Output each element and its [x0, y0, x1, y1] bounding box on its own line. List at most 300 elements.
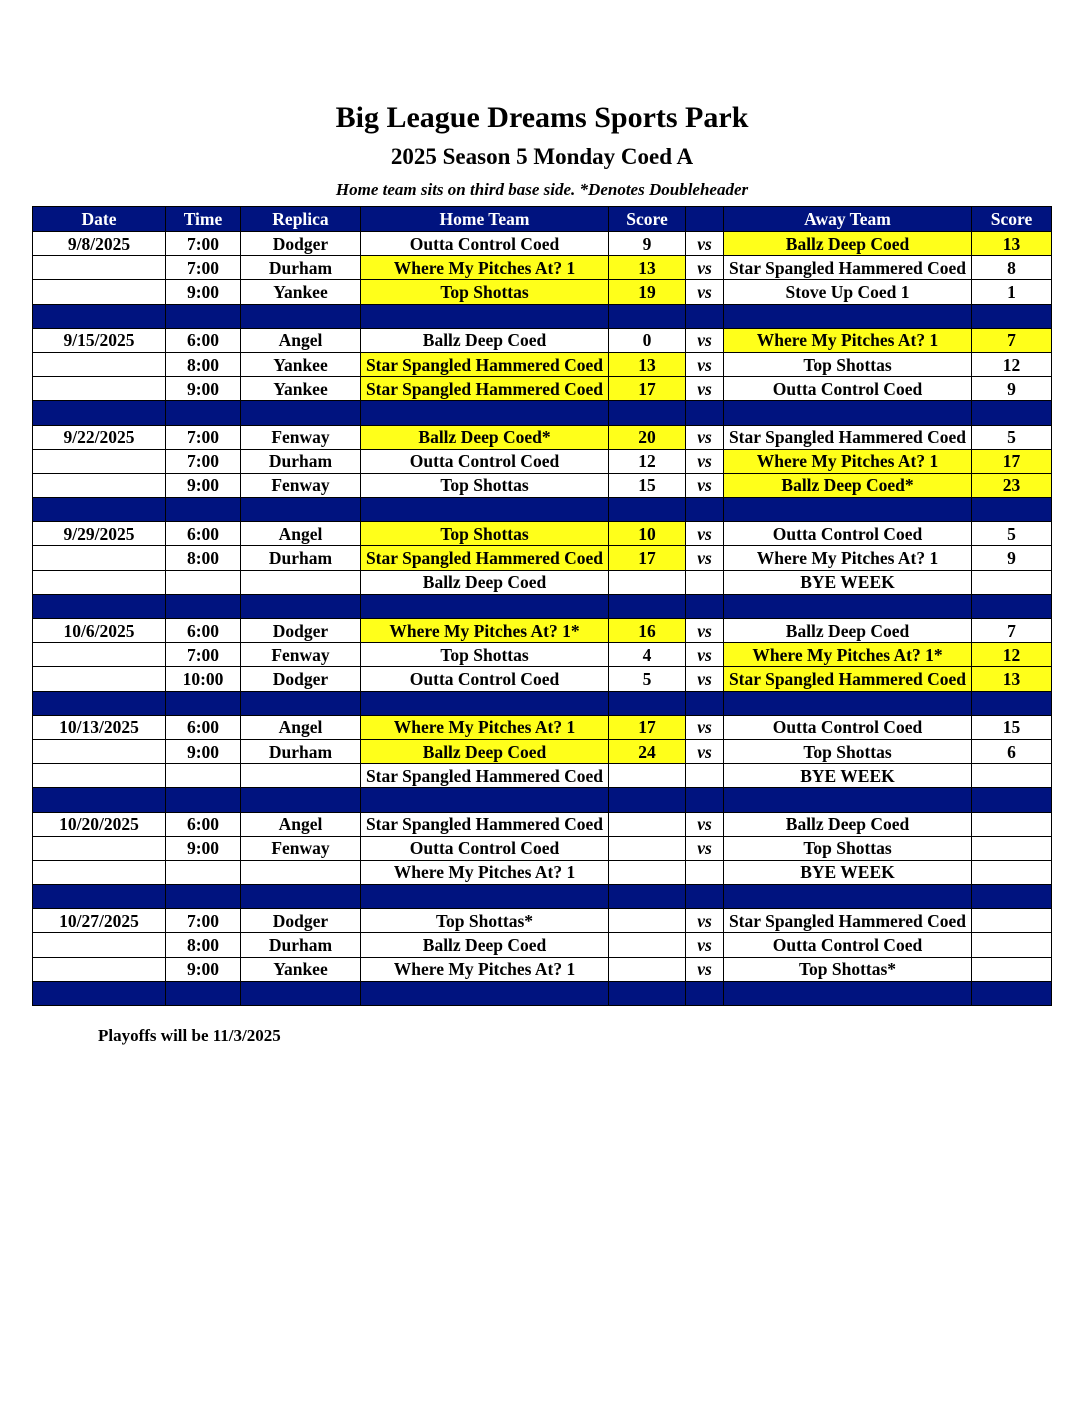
home-team-cell: Outta Control Coed [361, 449, 609, 473]
home-team-cell: Top Shottas [361, 473, 609, 497]
game-row [33, 377, 1052, 401]
separator-cell [33, 304, 166, 328]
away-score-cell: 5 [972, 425, 1052, 449]
home-score-cell [609, 860, 686, 884]
separator-cell [241, 691, 361, 715]
home-team-cell: Where My Pitches At? 1 [361, 860, 609, 884]
game-row [33, 764, 1052, 788]
date-cell [33, 449, 166, 473]
vs-cell: vs [686, 280, 724, 304]
home-score-cell: 9 [609, 232, 686, 256]
time-cell: 8:00 [166, 933, 241, 957]
game-row [33, 546, 1052, 570]
date-cell [33, 570, 166, 594]
vs-cell: vs [686, 909, 724, 933]
home-score-cell: 12 [609, 449, 686, 473]
separator-cell [33, 885, 166, 909]
game-row [33, 328, 1052, 352]
game-row [33, 256, 1052, 280]
separator-cell [972, 401, 1052, 425]
home-score-cell: 19 [609, 280, 686, 304]
game-row [33, 570, 1052, 594]
away-team-cell: Where My Pitches At? 1* [724, 643, 972, 667]
replica-cell: Dodger [241, 232, 361, 256]
away-team-cell: Where My Pitches At? 1 [724, 449, 972, 473]
game-row [33, 860, 1052, 884]
home-score-cell [609, 764, 686, 788]
home-team-cell: Ballz Deep Coed [361, 933, 609, 957]
week-separator-row [33, 498, 1052, 522]
game-row [33, 619, 1052, 643]
away-score-cell: 9 [972, 377, 1052, 401]
home-team-cell: Star Spangled Hammered Coed [361, 352, 609, 376]
separator-cell [609, 594, 686, 618]
separator-cell [724, 981, 972, 1005]
vs-cell: vs [686, 933, 724, 957]
separator-cell [609, 788, 686, 812]
separator-cell [361, 885, 609, 909]
replica-cell: Angel [241, 328, 361, 352]
home-team-cell: Star Spangled Hammered Coed [361, 377, 609, 401]
away-team-cell: Ballz Deep Coed [724, 232, 972, 256]
time-cell: 6:00 [166, 328, 241, 352]
vs-cell [686, 860, 724, 884]
week-separator-row [33, 981, 1052, 1005]
time-cell: 9:00 [166, 473, 241, 497]
game-row [33, 812, 1052, 836]
away-team-cell: Top Shottas [724, 739, 972, 763]
game-row [33, 715, 1052, 739]
separator-cell [972, 885, 1052, 909]
week-separator-row [33, 594, 1052, 618]
vs-cell: vs [686, 619, 724, 643]
away-score-cell [972, 812, 1052, 836]
schedule-header-row [33, 207, 1052, 232]
away-score-cell [972, 933, 1052, 957]
date-cell: 10/20/2025 [33, 812, 166, 836]
separator-cell [361, 788, 609, 812]
away-team-cell: Top Shottas [724, 352, 972, 376]
vs-cell: vs [686, 739, 724, 763]
home-team-cell: Ballz Deep Coed [361, 739, 609, 763]
replica-cell [241, 764, 361, 788]
column-header-vs [686, 207, 724, 232]
game-row [33, 739, 1052, 763]
home-team-cell: Top Shottas [361, 643, 609, 667]
page-title: Big League Dreams Sports Park [335, 101, 749, 134]
replica-cell: Yankee [241, 280, 361, 304]
away-score-cell: 13 [972, 667, 1052, 691]
separator-cell [686, 885, 724, 909]
away-team-cell: Stove Up Coed 1 [724, 280, 972, 304]
game-row [33, 232, 1052, 256]
game-row [33, 909, 1052, 933]
replica-cell: Dodger [241, 909, 361, 933]
vs-cell [686, 570, 724, 594]
home-team-cell: Ballz Deep Coed* [361, 425, 609, 449]
away-score-cell: 17 [972, 449, 1052, 473]
replica-cell: Yankee [241, 352, 361, 376]
date-cell: 9/22/2025 [33, 425, 166, 449]
vs-cell: vs [686, 352, 724, 376]
separator-cell [33, 981, 166, 1005]
home-score-cell [609, 570, 686, 594]
away-score-cell: 13 [972, 232, 1052, 256]
separator-cell [166, 788, 241, 812]
separator-cell [361, 401, 609, 425]
away-team-cell: Top Shottas [724, 836, 972, 860]
time-cell: 9:00 [166, 836, 241, 860]
vs-cell: vs [686, 522, 724, 546]
date-cell [33, 933, 166, 957]
date-cell [33, 957, 166, 981]
time-cell: 7:00 [166, 449, 241, 473]
home-score-cell [609, 836, 686, 860]
away-team-cell: Outta Control Coed [724, 933, 972, 957]
away-score-cell: 6 [972, 739, 1052, 763]
separator-cell [33, 401, 166, 425]
away-team-cell: Ballz Deep Coed* [724, 473, 972, 497]
home-score-cell: 10 [609, 522, 686, 546]
game-row [33, 352, 1052, 376]
home-score-cell: 20 [609, 425, 686, 449]
vs-cell: vs [686, 643, 724, 667]
date-cell [33, 836, 166, 860]
date-cell [33, 280, 166, 304]
separator-cell [241, 788, 361, 812]
away-team-cell: Outta Control Coed [724, 522, 972, 546]
schedule-note: Home team sits on third base side. *Denotes Doubleheader [335, 180, 749, 199]
separator-cell [724, 304, 972, 328]
home-score-cell: 5 [609, 667, 686, 691]
separator-cell [361, 304, 609, 328]
separator-cell [361, 691, 609, 715]
date-cell [33, 860, 166, 884]
away-team-cell: Where My Pitches At? 1 [724, 328, 972, 352]
home-score-cell: 15 [609, 473, 686, 497]
game-row [33, 667, 1052, 691]
separator-cell [609, 981, 686, 1005]
separator-cell [609, 304, 686, 328]
away-score-cell [972, 909, 1052, 933]
away-team-cell: Outta Control Coed [724, 377, 972, 401]
separator-cell [166, 401, 241, 425]
separator-cell [972, 691, 1052, 715]
separator-cell [609, 691, 686, 715]
time-cell: 7:00 [166, 909, 241, 933]
separator-cell [33, 594, 166, 618]
away-team-cell: Star Spangled Hammered Coed [724, 909, 972, 933]
vs-cell: vs [686, 957, 724, 981]
time-cell: 8:00 [166, 546, 241, 570]
column-header-date: Date [33, 207, 166, 232]
date-cell [33, 352, 166, 376]
away-team-cell: Outta Control Coed [724, 715, 972, 739]
page-subtitle: 2025 Season 5 Monday Coed A [390, 144, 694, 169]
game-row [33, 522, 1052, 546]
time-cell: 6:00 [166, 715, 241, 739]
away-team-cell: BYE WEEK [724, 570, 972, 594]
replica-cell: Fenway [241, 425, 361, 449]
date-cell: 10/13/2025 [33, 715, 166, 739]
game-row [33, 957, 1052, 981]
home-score-cell [609, 909, 686, 933]
vs-cell: vs [686, 715, 724, 739]
time-cell [166, 860, 241, 884]
separator-cell [724, 401, 972, 425]
home-team-cell: Star Spangled Hammered Coed [361, 764, 609, 788]
separator-cell [166, 304, 241, 328]
column-header-home-team: Home Team [361, 207, 609, 232]
separator-cell [361, 981, 609, 1005]
game-row [33, 425, 1052, 449]
replica-cell: Durham [241, 449, 361, 473]
home-team-cell: Where My Pitches At? 1 [361, 256, 609, 280]
away-score-cell: 7 [972, 619, 1052, 643]
time-cell: 9:00 [166, 739, 241, 763]
game-row [33, 280, 1052, 304]
away-score-cell: 12 [972, 352, 1052, 376]
home-score-cell: 17 [609, 377, 686, 401]
week-separator-row [33, 401, 1052, 425]
home-team-cell: Where My Pitches At? 1* [361, 619, 609, 643]
replica-cell: Angel [241, 812, 361, 836]
separator-cell [686, 594, 724, 618]
date-cell [33, 377, 166, 401]
away-score-cell [972, 570, 1052, 594]
separator-cell [972, 304, 1052, 328]
replica-cell: Fenway [241, 643, 361, 667]
time-cell: 6:00 [166, 812, 241, 836]
date-cell [33, 739, 166, 763]
time-cell: 6:00 [166, 619, 241, 643]
away-score-cell: 15 [972, 715, 1052, 739]
home-score-cell [609, 957, 686, 981]
away-score-cell: 9 [972, 546, 1052, 570]
time-cell: 9:00 [166, 377, 241, 401]
separator-cell [166, 691, 241, 715]
home-score-cell [609, 812, 686, 836]
column-header-home-score: Score [609, 207, 686, 232]
column-header-replica: Replica [241, 207, 361, 232]
separator-cell [241, 304, 361, 328]
vs-cell: vs [686, 256, 724, 280]
date-cell [33, 667, 166, 691]
away-team-cell: Star Spangled Hammered Coed [724, 256, 972, 280]
separator-cell [33, 788, 166, 812]
home-team-cell: Top Shottas [361, 522, 609, 546]
home-score-cell: 4 [609, 643, 686, 667]
separator-cell [686, 498, 724, 522]
column-header-away-score: Score [972, 207, 1052, 232]
separator-cell [166, 885, 241, 909]
date-cell: 9/29/2025 [33, 522, 166, 546]
vs-cell: vs [686, 546, 724, 570]
separator-cell [241, 498, 361, 522]
away-score-cell: 5 [972, 522, 1052, 546]
separator-cell [686, 304, 724, 328]
separator-cell [686, 401, 724, 425]
separator-cell [33, 691, 166, 715]
separator-cell [724, 788, 972, 812]
vs-cell: vs [686, 836, 724, 860]
replica-cell [241, 570, 361, 594]
away-score-cell: 8 [972, 256, 1052, 280]
home-team-cell: Ballz Deep Coed [361, 570, 609, 594]
date-cell: 10/27/2025 [33, 909, 166, 933]
time-cell: 7:00 [166, 256, 241, 280]
separator-cell [972, 981, 1052, 1005]
separator-cell [972, 498, 1052, 522]
replica-cell: Dodger [241, 667, 361, 691]
playoffs-note: Playoffs will be 11/3/2025 [98, 1026, 281, 1045]
away-score-cell [972, 860, 1052, 884]
separator-cell [166, 498, 241, 522]
time-cell: 9:00 [166, 280, 241, 304]
time-cell: 8:00 [166, 352, 241, 376]
away-score-cell [972, 836, 1052, 860]
replica-cell: Durham [241, 739, 361, 763]
time-cell: 9:00 [166, 957, 241, 981]
away-team-cell: Star Spangled Hammered Coed [724, 425, 972, 449]
separator-cell [33, 498, 166, 522]
replica-cell: Fenway [241, 473, 361, 497]
time-cell [166, 570, 241, 594]
away-score-cell: 7 [972, 328, 1052, 352]
away-team-cell: BYE WEEK [724, 860, 972, 884]
separator-cell [609, 885, 686, 909]
vs-cell: vs [686, 667, 724, 691]
away-score-cell: 1 [972, 280, 1052, 304]
vs-cell: vs [686, 232, 724, 256]
vs-cell: vs [686, 449, 724, 473]
date-cell [33, 764, 166, 788]
away-score-cell [972, 764, 1052, 788]
home-score-cell: 17 [609, 715, 686, 739]
away-team-cell: Ballz Deep Coed [724, 812, 972, 836]
home-score-cell: 24 [609, 739, 686, 763]
vs-cell: vs [686, 425, 724, 449]
home-team-cell: Outta Control Coed [361, 232, 609, 256]
date-cell: 9/15/2025 [33, 328, 166, 352]
vs-cell: vs [686, 377, 724, 401]
separator-cell [724, 691, 972, 715]
separator-cell [166, 594, 241, 618]
week-separator-row [33, 885, 1052, 909]
date-cell [33, 473, 166, 497]
separator-cell [972, 594, 1052, 618]
game-row [33, 933, 1052, 957]
away-team-cell: Ballz Deep Coed [724, 619, 972, 643]
separator-cell [166, 981, 241, 1005]
vs-cell [686, 764, 724, 788]
game-row [33, 643, 1052, 667]
home-team-cell: Where My Pitches At? 1 [361, 957, 609, 981]
home-score-cell: 16 [609, 619, 686, 643]
home-score-cell: 17 [609, 546, 686, 570]
replica-cell [241, 860, 361, 884]
date-cell [33, 643, 166, 667]
schedule-body [33, 232, 1052, 1006]
separator-cell [724, 498, 972, 522]
date-cell: 10/6/2025 [33, 619, 166, 643]
game-row [33, 473, 1052, 497]
home-score-cell [609, 933, 686, 957]
away-team-cell: Where My Pitches At? 1 [724, 546, 972, 570]
separator-cell [241, 981, 361, 1005]
replica-cell: Angel [241, 522, 361, 546]
vs-cell: vs [686, 812, 724, 836]
separator-cell [686, 788, 724, 812]
replica-cell: Angel [241, 715, 361, 739]
away-score-cell: 12 [972, 643, 1052, 667]
separator-cell [609, 498, 686, 522]
replica-cell: Durham [241, 256, 361, 280]
separator-cell [724, 594, 972, 618]
time-cell [166, 764, 241, 788]
home-score-cell: 13 [609, 256, 686, 280]
game-row [33, 449, 1052, 473]
separator-cell [361, 498, 609, 522]
vs-cell: vs [686, 473, 724, 497]
home-team-cell: Where My Pitches At? 1 [361, 715, 609, 739]
date-cell [33, 256, 166, 280]
time-cell: 6:00 [166, 522, 241, 546]
separator-cell [686, 981, 724, 1005]
replica-cell: Dodger [241, 619, 361, 643]
home-team-cell: Ballz Deep Coed [361, 328, 609, 352]
separator-cell [361, 594, 609, 618]
separator-cell [972, 788, 1052, 812]
schedule-table [32, 206, 1052, 1006]
home-team-cell: Star Spangled Hammered Coed [361, 812, 609, 836]
column-header-time: Time [166, 207, 241, 232]
replica-cell: Yankee [241, 377, 361, 401]
away-team-cell: Top Shottas* [724, 957, 972, 981]
time-cell: 7:00 [166, 425, 241, 449]
away-score-cell: 23 [972, 473, 1052, 497]
time-cell: 7:00 [166, 643, 241, 667]
vs-cell: vs [686, 328, 724, 352]
separator-cell [724, 885, 972, 909]
home-team-cell: Star Spangled Hammered Coed [361, 546, 609, 570]
date-cell [33, 546, 166, 570]
date-cell: 9/8/2025 [33, 232, 166, 256]
replica-cell: Durham [241, 546, 361, 570]
home-team-cell: Top Shottas [361, 280, 609, 304]
time-cell: 10:00 [166, 667, 241, 691]
separator-cell [241, 594, 361, 618]
away-team-cell: Star Spangled Hammered Coed [724, 667, 972, 691]
replica-cell: Yankee [241, 957, 361, 981]
replica-cell: Durham [241, 933, 361, 957]
time-cell: 7:00 [166, 232, 241, 256]
away-team-cell: BYE WEEK [724, 764, 972, 788]
separator-cell [609, 401, 686, 425]
home-score-cell: 13 [609, 352, 686, 376]
home-score-cell: 0 [609, 328, 686, 352]
home-team-cell: Top Shottas* [361, 909, 609, 933]
home-team-cell: Outta Control Coed [361, 836, 609, 860]
separator-cell [241, 885, 361, 909]
replica-cell: Fenway [241, 836, 361, 860]
week-separator-row [33, 304, 1052, 328]
separator-cell [686, 691, 724, 715]
away-score-cell [972, 957, 1052, 981]
game-row [33, 836, 1052, 860]
home-team-cell: Outta Control Coed [361, 667, 609, 691]
column-header-away-team: Away Team [724, 207, 972, 232]
